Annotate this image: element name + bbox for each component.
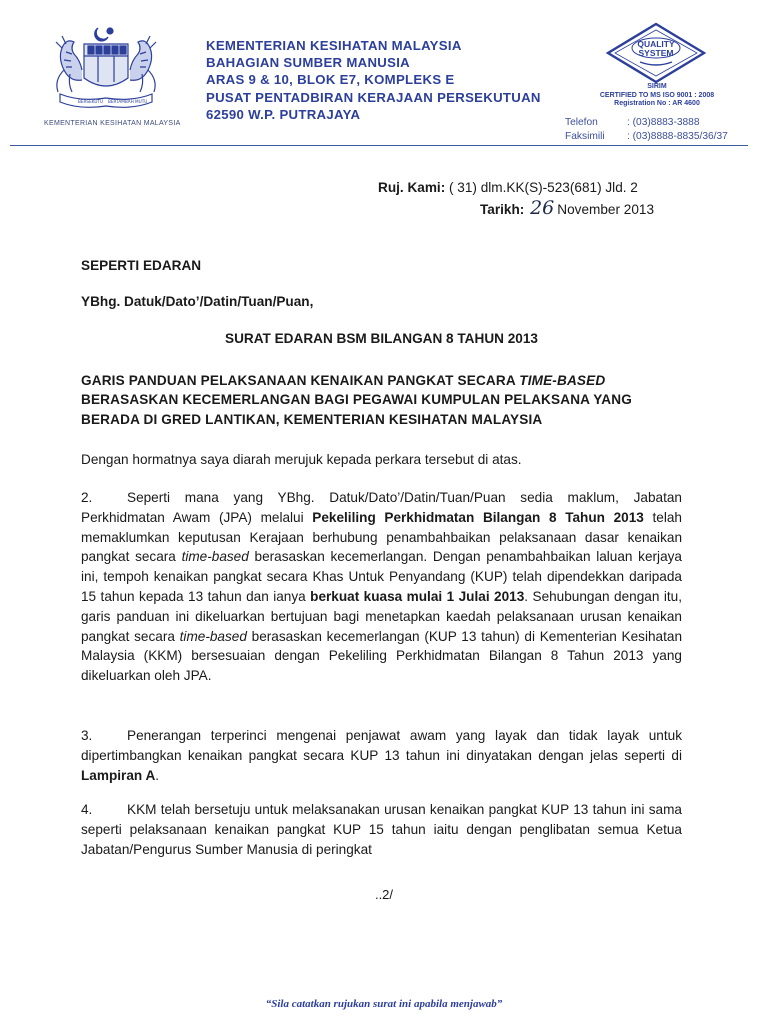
para3-text2: . — [155, 767, 160, 783]
para2-text4: . Sehubungan dengan itu, garis panduan ini dikeluarkan bertujuan bagi menetapkan kaedah pelaksanaan urusan kenaikan pangkat secara — [81, 588, 682, 644]
org-line-ministry: KEMENTERIAN KESIHATAN MALAYSIA — [206, 38, 462, 53]
subject-part1: GARIS PANDUAN PELAKSANAAN KENAIKAN PANGKAT SECARA — [81, 373, 520, 388]
faksimili-label: Faksimili — [565, 131, 605, 142]
reference-row — [378, 178, 654, 198]
system-text: SYSTEM — [638, 48, 674, 58]
tarikh-month-year: November 2013 — [557, 202, 655, 217]
paragraph-number: 4. — [81, 802, 93, 817]
quality-system-logo — [604, 22, 708, 84]
subject-part2: BERASASKAN KECEMERLANGAN BAGI PEGAWAI KUMPULAN PELAKSANA YANG BERADA DI GRED LANTIKAN, KEMENTERIAN KESIHATAN MALAYSIA — [81, 392, 632, 427]
coat-of-arms-crest — [40, 22, 172, 114]
crest-caption: KEMENTERIAN KESIHATAN MALAYSIA — [44, 120, 181, 127]
registration-number: Registration No : AR 4600 — [614, 100, 700, 107]
reference-block — [378, 178, 654, 220]
para4-text1: KKM telah bersetuju untuk melaksanakan urusan kenaikan pangkat KUP 13 tahun ini sama seperti pelaksanaan kenaikan pangkat KUP 15 tahun iaitu dengan penglibatan semua Ketua Jabatan/Pengurus Sumber Manusia di peringkat — [81, 802, 682, 857]
paragraph-number: 2. — [81, 490, 93, 505]
paragraph-4 — [81, 800, 682, 859]
para2-bold1: Pekeliling Perkhidmatan Bilangan 8 Tahun 2013 — [312, 509, 644, 525]
contact-info — [565, 116, 728, 144]
para2-text1: Seperti mana yang YBhg. Datuk/Dato’/Datin/Tuan/Puan sedia maklum, Jabatan Perkhidmatan Awam (JPA) melalui — [81, 490, 682, 525]
page-continuation-marker: ..2/ — [374, 887, 394, 902]
paragraph-number: 3. — [81, 728, 93, 743]
crest-motto-left: BERSEKUTU — [78, 99, 104, 104]
salutation: YBhg. Datuk/Dato’/Datin/Tuan/Puan, — [81, 294, 314, 309]
org-line-division: BAHAGIAN SUMBER MANUSIA — [206, 55, 410, 71]
subject-heading — [81, 371, 682, 429]
subject-italic: TIME-BASED — [519, 373, 606, 388]
intro-paragraph: Dengan hormatnya saya diarah merujuk kepada perkara tersebut di atas. — [81, 452, 522, 467]
para2-italic2: time-based — [179, 628, 247, 644]
footer-note: “Sila catatkan rujukan surat ini apabila menjawab” — [265, 998, 503, 1010]
iso-certification: CERTIFIED TO MS ISO 9001 : 2008 — [599, 91, 715, 99]
handwritten-day: 26 — [530, 197, 555, 219]
para2-bold2: berkuat kuasa mulai 1 Julai 2013 — [310, 588, 525, 604]
para2-text3: berasaskan kecemerlangan. Dengan penambahbaikan laluan kerjaya ini, tempoh kenaikan pangkat secara Khas Untuk Penyandang (KUP) telah dipendekkan daripada 15 tahun kepada 13 tahun dan ianya — [81, 549, 682, 604]
faksimili-row — [565, 130, 728, 144]
circular-title: SURAT EDARAN BSM BILANGAN 8 TAHUN 2013 — [225, 331, 538, 346]
crest-motto-right: BERTAMBAH MUTU — [108, 99, 148, 104]
org-line-building: ARAS 9 & 10, BLOK E7, KOMPLEKS E — [206, 72, 455, 88]
para2-italic1: time-based — [181, 549, 249, 565]
ruj-value: ( 31) dlm.KK(S)-523(681) Jld. 2 — [445, 180, 638, 195]
ruj-label: Ruj. Kami: — [378, 180, 446, 195]
paragraph-3 — [81, 726, 682, 785]
quality-text: QUALITY — [637, 39, 675, 49]
para2-text5: berasaskan kecemerlangan (KUP 13 tahun) di Kementerian Kesihatan Malaysia (KKM) bersesuaian dengan Pekeliling Perkhidmatan Bilangan 8 Tahun 2013 yang dikeluarkan oleh JPA. — [81, 628, 683, 684]
telefon-row — [565, 116, 728, 130]
para3-bold1: Lampiran A — [81, 767, 156, 783]
distribution-line: SEPERTI EDARAN — [81, 258, 202, 273]
date-row — [378, 198, 654, 220]
org-line-complex: PUSAT PENTADBIRAN KERAJAAN PERSEKUTUAN — [206, 89, 541, 105]
sirim-label: SIRIM — [647, 83, 667, 90]
org-line-postcode: 62590 W.P. PUTRAJAYA — [206, 106, 361, 122]
sirim-certification — [572, 83, 742, 109]
paragraph-2 — [81, 488, 682, 686]
letterhead-divider — [10, 145, 748, 146]
org-address — [206, 37, 541, 123]
para2-text2: telah memaklumkan keputusan Kerajaan berhubung penambahbaikan pelaksanaan dasar kenaikan pangkat secara — [81, 509, 682, 565]
tarikh-label: Tarikh: — [480, 202, 525, 217]
telefon-value: : (03)8883-3888 — [627, 117, 700, 128]
telefon-label: Telefon — [565, 117, 598, 128]
para3-text1: Penerangan terperinci mengenai penjawat awam yang layak dan tidak layak untuk dipertimbangkan kenaikan pangkat secara KUP 13 tahun ini dinyatakan dengan jelas seperti di — [81, 728, 682, 763]
faksimili-value: : (03)8888-8835/36/37 — [627, 131, 728, 142]
